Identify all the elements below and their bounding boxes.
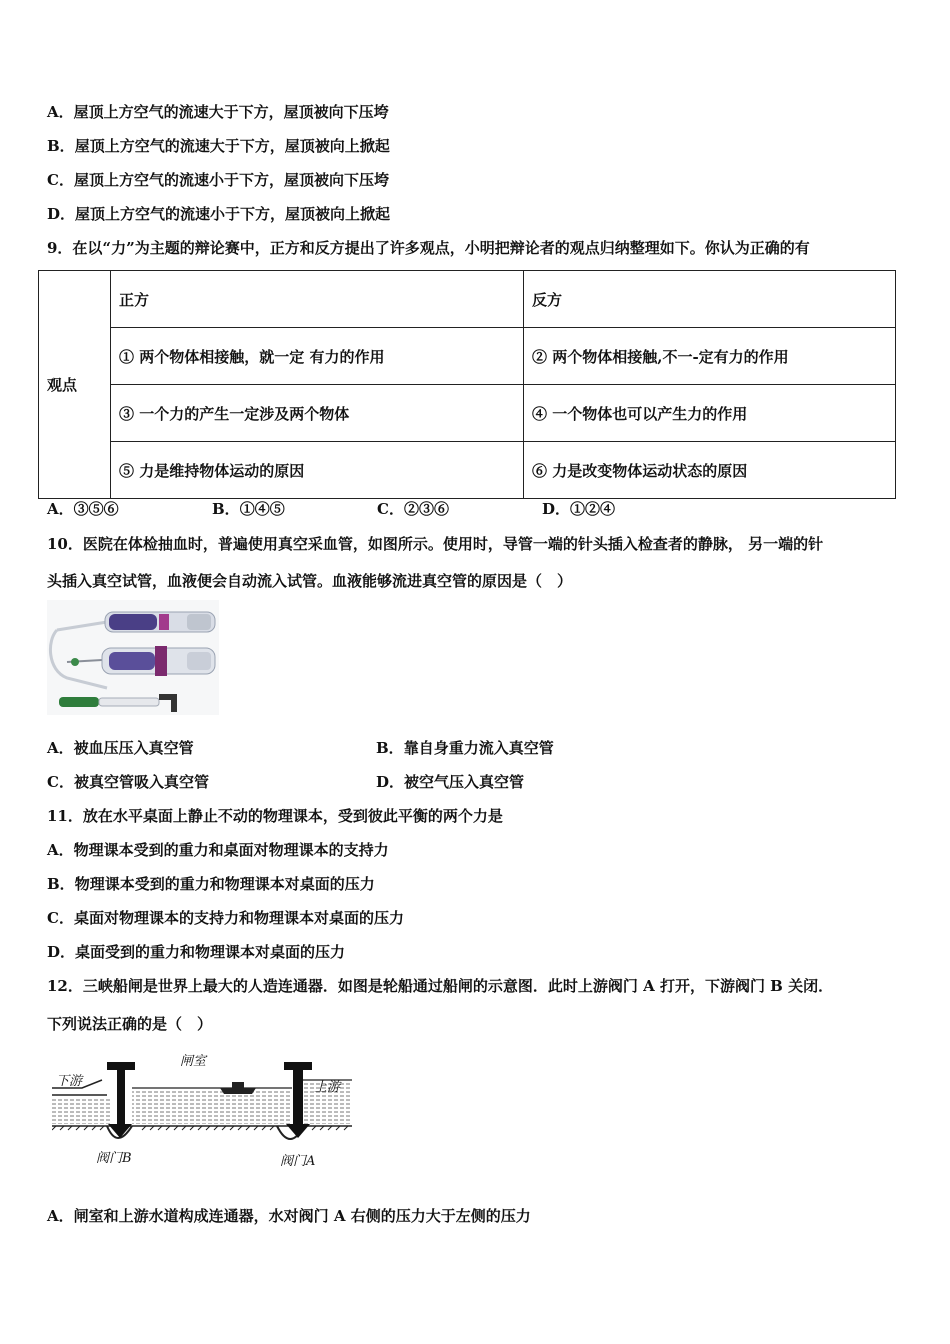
debate-table (38, 270, 896, 499)
option-text: 物理课本受到的重力和桌面对物理课本的支持力 (73, 841, 389, 859)
q10-stem-line1: 10．医院在体检抽血时，普遍使用真空采血管，如图所示。使用时，导管一端的针头插入检查者的静脉， 另一端的针 (47, 535, 824, 553)
q9-option-a (47, 499, 119, 519)
q10-option-c (47, 772, 209, 792)
option-label: C． (377, 500, 404, 518)
table-cell-pro: ⑤ 力是维持物体运动的原因 (111, 442, 524, 499)
q12-stem-line2: 下列说法正确的是（ ） (47, 1015, 213, 1033)
option-label: B． (47, 137, 75, 155)
ship-lock-figure (52, 1050, 357, 1170)
option-text: 屋顶上方空气的流速大于下方，屋顶被向上掀起 (74, 137, 390, 155)
option-label: B． (212, 500, 240, 518)
option-text: 屋顶上方空气的流速大于下方，屋顶被向下压垮 (73, 103, 389, 121)
q8-option-c (47, 170, 389, 190)
col-header-con: 反方 (524, 271, 896, 328)
option-text: 被真空管吸入真空管 (73, 773, 209, 791)
q12-stem-line1: 12．三峡船闸是世界上最大的人造连通器．如图是轮船通过船闸的示意图．此时上游阀门 A 打开，下游阀门 B 关闭． (47, 977, 834, 995)
option-label: A． (47, 1207, 74, 1225)
option-text: ③⑤⑥ (73, 500, 119, 518)
q9-option-d (542, 499, 615, 519)
option-text: ①②④ (570, 500, 616, 518)
option-text: 屋顶上方空气的流速小于下方，屋顶被向上掀起 (75, 205, 391, 223)
table-cell-pro: ① 两个物体相接触，就一定 有力的作用 (111, 328, 524, 385)
q9-stem: 9．在以“力”为主题的辩论赛中，正方和反方提出了许多观点，小明把辩论者的观点归纳整理如下。你认为正确的有 (47, 239, 810, 257)
q10-option-a (47, 738, 194, 758)
option-text: ②③⑥ (403, 500, 449, 518)
option-text: 靠自身重力流入真空管 (403, 739, 554, 757)
option-text: 物理课本受到的重力和物理课本对桌面的压力 (74, 875, 375, 893)
table-cell-pro: ③ 一个力的产生一定涉及两个物体 (111, 385, 524, 442)
option-label: C． (47, 909, 74, 927)
option-label: D． (376, 773, 405, 791)
table-cell-con: ⑥ 力是改变物体运动状态的原因 (524, 442, 896, 499)
option-label: B． (47, 875, 75, 893)
q11-option-a (47, 840, 389, 860)
table-cell-con: ② 两个物体相接触,不一-定有力的作用 (524, 328, 896, 385)
q12-option-a (47, 1206, 531, 1226)
q8-option-d (47, 204, 390, 224)
label-lock-chamber: 闸室 (180, 1054, 207, 1069)
option-label: D． (47, 943, 76, 961)
q8-option-b (47, 136, 390, 156)
option-label: A． (47, 739, 74, 757)
option-text: ①④⑤ (239, 500, 285, 518)
option-label: D． (47, 205, 76, 223)
table-cell-con: ④ 一个物体也可以产生力的作用 (524, 385, 896, 442)
option-text: 桌面对物理课本的支持力和物理课本对桌面的压力 (73, 909, 404, 927)
q10-stem-line2: 头插入真空试管，血液便会自动流入试管。血液能够流进真空管的原因是（ ） (47, 572, 573, 590)
label-upstream: 上游 (314, 1080, 341, 1095)
q9-option-b (212, 499, 285, 519)
label-valve-a: 阀门A (280, 1154, 316, 1169)
q10-option-d (376, 772, 524, 792)
q11-option-d (47, 942, 345, 962)
label-valve-b: 阀门B (96, 1151, 132, 1166)
option-label: A． (47, 103, 74, 121)
q11-option-c (47, 908, 404, 928)
option-text: 被血压压入真空管 (73, 739, 194, 757)
option-label: C． (47, 773, 74, 791)
q11-stem: 11．放在水平桌面上静止不动的物理课本，受到彼此平衡的两个力是 (47, 807, 503, 825)
option-text: 被空气压入真空管 (404, 773, 525, 791)
option-label: A． (47, 841, 74, 859)
option-text: 闸室和上游水道构成连通器，水对阀门 A 右侧的压力大于左侧的压力 (73, 1207, 531, 1225)
q9-option-c (377, 499, 449, 519)
option-label: A． (47, 500, 74, 518)
row-header-viewpoint: 观点 (39, 271, 111, 499)
col-header-pro: 正方 (111, 271, 524, 328)
q8-option-a (47, 102, 389, 122)
q10-option-b (376, 738, 554, 758)
q11-option-b (47, 874, 375, 894)
option-label: B． (376, 739, 404, 757)
vacuum-blood-tube-figure (47, 600, 219, 715)
option-text: 桌面受到的重力和物理课本对桌面的压力 (75, 943, 346, 961)
label-downstream: 下游 (56, 1074, 83, 1089)
option-label: C． (47, 171, 74, 189)
option-label: D． (542, 500, 571, 518)
option-text: 屋顶上方空气的流速小于下方，屋顶被向下压垮 (73, 171, 389, 189)
